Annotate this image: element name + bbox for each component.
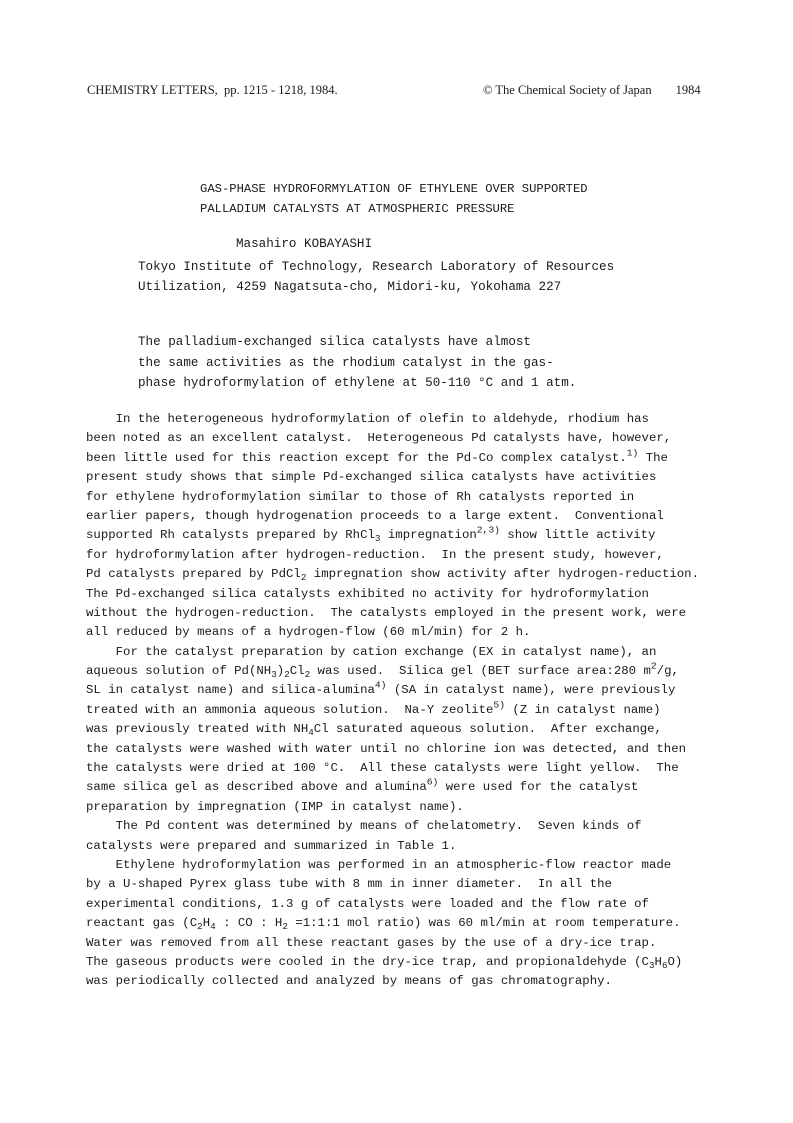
text-run: H	[202, 916, 211, 931]
body-line	[86, 662, 726, 681]
subscript: 4	[210, 921, 216, 933]
text-run: /g,	[656, 664, 679, 679]
citation-ref: 2,3)	[476, 525, 500, 537]
abstract-line: the same activities as the rhodium catalyst in the gas-	[138, 355, 554, 370]
text-run: treated with an ammonia aqueous solution. Na-Y zeolite	[86, 702, 494, 717]
text-run: )	[276, 664, 285, 679]
subscript: 3	[374, 533, 381, 545]
body-text	[86, 410, 726, 992]
body-line: the catalysts were washed with water until no chlorine ion was detected, and then	[86, 741, 687, 756]
text-run: The gaseous products were cooled in the dry-ice trap, and propionaldehyde (C	[86, 954, 649, 969]
text-run: supported Rh catalysts prepared by RhCl	[86, 528, 375, 543]
subscript: 4	[308, 727, 314, 739]
body-line: by a U-shaped Pyrex glass tube with 8 mm in inner diameter. In all the	[86, 877, 612, 892]
body-line: experimental conditions, 1.3 g of catalysts were loaded and the flow rate of	[86, 896, 649, 911]
text-run: Cl	[289, 664, 305, 679]
body-line: for ethylene hydroformylation similar to those of Rh catalysts reported in	[86, 489, 635, 504]
body-line	[86, 565, 726, 584]
text-run: H	[654, 954, 662, 969]
body-line	[86, 720, 726, 739]
text-run: =1:1:1 mol ratio) was 60 ml/min at room temperature.	[287, 916, 681, 931]
body-line: present study shows that simple Pd-exchanged silica catalysts have activities	[86, 470, 657, 485]
title-line: PALLADIUM CATALYSTS AT ATMOSPHERIC PRESSURE	[200, 202, 515, 216]
abstract-line: The palladium-exchanged silica catalysts have almost	[138, 335, 531, 349]
body-line	[86, 778, 726, 797]
text-run: aqueous solution of Pd(NH	[86, 664, 272, 679]
journal-citation	[87, 83, 338, 98]
body-line: In the heterogeneous hydroformylation of olefin to aldehyde, rhodium has	[86, 412, 649, 426]
text-run: (Z in catalyst name)	[504, 702, 661, 717]
body-line: without the hydrogen-reduction. The catalysts employed in the present work, were	[86, 605, 687, 620]
body-line: earlier papers, though hydrogenation proceeds to a large extent. Conventional	[86, 508, 664, 523]
text-run: been little used for this reaction except for the Pd-Co complex catalyst.	[86, 450, 627, 465]
copyright-text: © The Chemical Society of Japan	[483, 83, 652, 97]
text-run: Cl saturated aqueous solution. After exchange,	[313, 722, 662, 737]
text-run: was previously treated with NH	[86, 722, 309, 737]
text-run: same silica gel as described above and alumina	[86, 780, 427, 795]
text-run: were used for the catalyst	[438, 780, 639, 795]
body-line: was periodically collected and analyzed by means of gas chromatography.	[86, 974, 612, 989]
text-run: impregnation	[380, 528, 477, 543]
subscript: 2	[284, 669, 290, 681]
body-line: Water was removed from all these reactant gases by the use of a dry-ice trap.	[86, 935, 657, 950]
body-line	[86, 953, 726, 972]
body-line: all reduced by means of a hydrogen-flow (60 ml/min) for 2 h.	[86, 625, 531, 640]
journal-name: CHEMISTRY LETTERS,	[87, 83, 218, 97]
text-run: : CO : H	[215, 916, 283, 931]
copyright-notice	[483, 83, 701, 98]
text-run: reactant gas (C	[86, 916, 198, 931]
abstract-line: phase hydroformylation of ethylene at 50-110 °C and 1 atm.	[138, 376, 577, 390]
body-line: the catalysts were dried at 100 °C. All these catalysts were light yellow. The	[86, 761, 679, 776]
text-run: impregnation show activity after hydrogen-reduction.	[306, 567, 699, 582]
citation-ref: 6)	[426, 777, 439, 789]
text-run: show little activity	[499, 528, 656, 543]
subscript: 2	[304, 669, 311, 681]
affiliation-line: Tokyo Institute of Technology, Research Laboratory of Resources	[138, 260, 615, 274]
abstract	[138, 332, 576, 394]
affiliation	[138, 257, 614, 297]
citation-ref: 4)	[374, 680, 387, 692]
text-run: O)	[667, 954, 683, 969]
body-line	[86, 449, 726, 468]
text-run: The	[638, 450, 668, 465]
citation-ref: 5)	[493, 699, 505, 711]
body-line	[86, 526, 726, 545]
subscript: 3	[648, 960, 655, 972]
citation-ref: 1)	[626, 447, 639, 459]
text-run: SL in catalyst name) and silica-alumina	[86, 683, 375, 698]
body-line: Ethylene hydroformylation was performed in an atmospheric-flow reactor made	[86, 857, 672, 872]
text-run: was used. Silica gel (BET surface area:280 m	[310, 664, 651, 679]
header-year: 1984	[675, 83, 701, 97]
body-line: The Pd-exchanged silica catalysts exhibited no activity for hydroformylation	[86, 586, 649, 601]
subscript: 2	[300, 572, 307, 584]
text-run: Pd catalysts prepared by PdCl	[86, 567, 301, 582]
paper-title	[200, 179, 588, 219]
text-run: (SA in catalyst name), were previously	[386, 683, 676, 698]
journal-pages: pp. 1215 - 1218, 1984.	[224, 83, 338, 97]
body-line: For the catalyst preparation by cation exchange (EX in catalyst name), an	[86, 644, 657, 659]
subscript: 3	[271, 669, 277, 681]
subscript: 2	[197, 921, 203, 933]
affiliation-line: Utilization, 4259 Nagatsuta-cho, Midori-ku, Yokohama 227	[138, 280, 562, 294]
body-line: The Pd content was determined by means of chelatometry. Seven kinds of	[86, 819, 642, 834]
body-line	[86, 701, 726, 720]
body-line	[86, 914, 726, 933]
body-line: preparation by impregnation (IMP in catalyst name).	[86, 799, 464, 814]
body-line: catalysts were prepared and summarized in Table 1.	[86, 838, 457, 853]
body-line: for hydroformylation after hydrogen-reduction. In the present study, however,	[86, 547, 664, 562]
author-name: Masahiro KOBAYASHI	[236, 237, 373, 251]
subscript: 6	[661, 960, 668, 972]
body-line	[86, 681, 726, 700]
subscript: 2	[282, 921, 288, 933]
title-line: GAS-PHASE HYDROFORMYLATION OF ETHYLENE OVER SUPPORTED	[200, 182, 588, 196]
body-line: been noted as an excellent catalyst. Heterogeneous Pd catalysts have, however,	[86, 431, 672, 446]
superscript: 2	[650, 660, 657, 672]
